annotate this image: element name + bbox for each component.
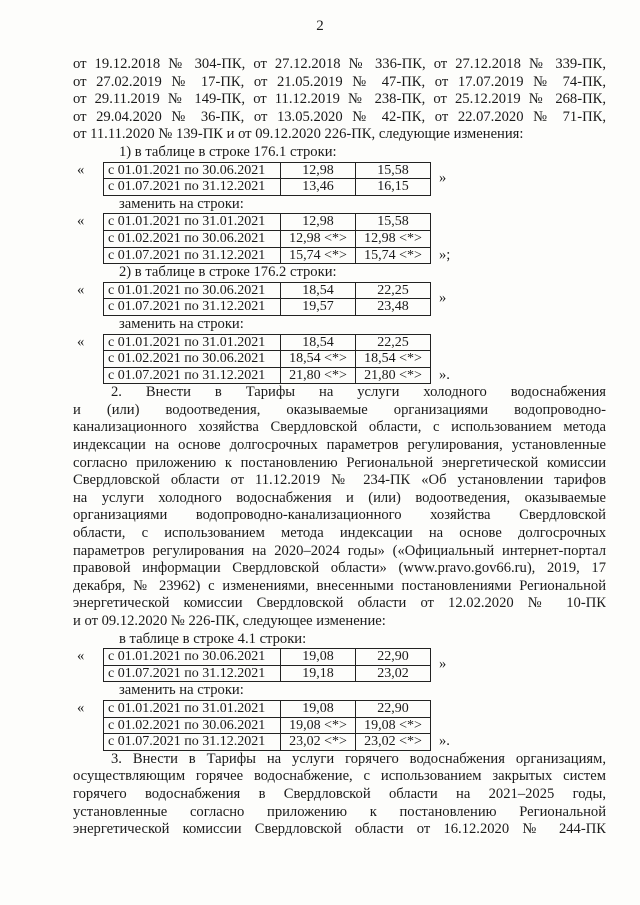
text-line: установленные согласно приложению к постановлению Региональной xyxy=(73,803,606,820)
text-line: от 27.02.2019 № 17-ПК, от 21.05.2019 № 47-ПК, от 17.07.2019 № 74-ПК, xyxy=(73,73,606,90)
text-line: области, с использованием метода индексации на основе долгосрочных xyxy=(73,525,606,542)
text-line: индексации на основе долгосрочных параметров регулирования, установленные xyxy=(73,437,606,454)
value-cell: 15,58 xyxy=(356,214,431,231)
section-heading: в таблице в строке 4.1 строки: xyxy=(119,630,307,647)
table-block xyxy=(73,334,606,385)
close-quote: » xyxy=(439,169,447,186)
text-line: параметров регулирования на 2020–2024 годы» («Официальный интернет-портал xyxy=(73,542,606,559)
value-cell: 22,25 xyxy=(356,282,431,299)
open-quote: « xyxy=(77,161,85,178)
value-cell: 18,54 <*> xyxy=(356,351,431,368)
value-cell: 15,74 <*> xyxy=(356,247,431,264)
tariff-table xyxy=(103,282,431,316)
text-line: 2. Внести в Тарифы на услуги холодного водоснабжения xyxy=(111,384,606,401)
value-cell: 12,98 xyxy=(281,214,356,231)
open-quote: « xyxy=(77,333,85,350)
value-cell: 23,02 <*> xyxy=(281,734,356,751)
period-cell: с 01.02.2021 по 30.06.2021 xyxy=(104,230,281,247)
value-cell: 23,02 <*> xyxy=(356,734,431,751)
table-row xyxy=(104,649,431,666)
value-cell: 19,08 xyxy=(281,649,356,666)
text-line: и от 09.12.2020 № 226-ПК, следующее изменение: xyxy=(73,613,386,629)
table-row xyxy=(104,214,431,231)
period-cell: с 01.07.2021 по 31.12.2021 xyxy=(104,299,281,316)
text-line: канализационного хозяйства Свердловской области, с использованием метода xyxy=(73,419,606,436)
period-cell: с 01.07.2021 по 31.12.2021 xyxy=(104,247,281,264)
value-cell: 13,46 xyxy=(281,179,356,196)
table-row xyxy=(104,247,431,264)
value-cell: 19,08 <*> xyxy=(281,717,356,734)
table-row xyxy=(104,230,431,247)
value-cell: 16,15 xyxy=(356,179,431,196)
table-row xyxy=(104,282,431,299)
text-line: и (или) водоотведения, оказываемые организациями водопроводно- xyxy=(73,401,606,418)
table-row xyxy=(104,351,431,368)
value-cell: 15,58 xyxy=(356,162,431,179)
tariff-table xyxy=(103,213,431,264)
text-line: от 29.11.2019 № 149-ПК, от 11.12.2019 № 238-ПК, от 25.12.2019 № 268-ПК, xyxy=(73,91,606,108)
value-cell: 19,57 xyxy=(281,299,356,316)
paragraph-3 xyxy=(73,751,606,839)
value-cell: 18,54 xyxy=(281,282,356,299)
section-heading: 1) в таблице в строке 176.1 строки: xyxy=(119,143,337,160)
table-row xyxy=(104,162,431,179)
close-quote: ». xyxy=(439,733,450,750)
value-cell: 12,98 xyxy=(281,162,356,179)
value-cell: 23,48 xyxy=(356,299,431,316)
value-cell: 18,54 xyxy=(281,334,356,351)
table-block xyxy=(73,213,606,264)
table-block xyxy=(73,648,606,682)
value-cell: 18,54 <*> xyxy=(281,351,356,368)
table-row xyxy=(104,179,431,196)
table-row xyxy=(104,665,431,682)
value-cell: 19,08 <*> xyxy=(356,717,431,734)
value-cell: 19,08 xyxy=(281,700,356,717)
table-block xyxy=(73,162,606,196)
text-line: от 11.11.2020 № 139-ПК и от 09.12.2020 226-ПК, следующие изменения: xyxy=(73,126,524,143)
period-cell: с 01.01.2021 по 31.01.2021 xyxy=(104,334,281,351)
text-line: 3. Внести в Тарифы на услуги горячего водоснабжения организациям, xyxy=(111,750,606,767)
value-cell: 12,98 <*> xyxy=(356,230,431,247)
text-line: на услуги холодного водоснабжения и (или) водоотведения, оказываемые xyxy=(73,489,606,506)
paragraph-2 xyxy=(73,384,606,630)
text-line: от 19.12.2018 № 304-ПК, от 27.12.2018 № 336-ПК, от 27.12.2018 № 339-ПК, xyxy=(73,56,606,72)
table-row xyxy=(104,700,431,717)
period-cell: с 01.02.2021 по 30.06.2021 xyxy=(104,351,281,368)
period-cell: с 01.01.2021 по 30.06.2021 xyxy=(104,282,281,299)
tariff-table xyxy=(103,648,431,682)
period-cell: с 01.07.2021 по 31.12.2021 xyxy=(104,665,281,682)
period-cell: с 01.01.2021 по 31.01.2021 xyxy=(104,700,281,717)
table-row xyxy=(104,299,431,316)
replace-label: заменить на строки: xyxy=(119,682,244,699)
value-cell: 21,80 <*> xyxy=(281,367,356,384)
table-row xyxy=(104,734,431,751)
open-quote: « xyxy=(77,281,85,298)
replace-label: заменить на строки: xyxy=(119,315,244,332)
value-cell: 21,80 <*> xyxy=(356,367,431,384)
text-line: энергетической комиссии Свердловской области от 12.02.2020 № 10-ПК xyxy=(73,595,606,612)
text-line: Свердловской области от 11.12.2019 № 234-ПК «Об установлении тарифов xyxy=(73,472,606,489)
table-row xyxy=(104,334,431,351)
value-cell: 22,25 xyxy=(356,334,431,351)
close-quote: » xyxy=(439,290,447,307)
close-quote: ». xyxy=(439,366,450,383)
text-line: правовой информации Свердловской области» (www.pravo.gov66.ru), 2019, 17 xyxy=(73,560,606,577)
tariff-table xyxy=(103,162,431,196)
period-cell: с 01.07.2021 по 31.12.2021 xyxy=(104,179,281,196)
text-line: осуществляющим горячее водоснабжение, с использованием закрытых систем xyxy=(73,768,606,785)
open-quote: « xyxy=(77,213,85,230)
table-block xyxy=(73,282,606,316)
value-cell: 23,02 xyxy=(356,665,431,682)
tariff-table xyxy=(103,334,431,385)
page-number: 2 xyxy=(316,18,324,34)
value-cell: 19,18 xyxy=(281,665,356,682)
replace-label: заменить на строки: xyxy=(119,195,244,212)
section-heading: 2) в таблице в строке 176.2 строки: xyxy=(119,264,337,281)
text-line: энергетической комиссии Свердловской области от 16.12.2020 № 244-ПК xyxy=(73,821,606,838)
close-quote: » xyxy=(439,656,447,673)
value-cell: 12,98 <*> xyxy=(281,230,356,247)
period-cell: с 01.07.2021 по 31.12.2021 xyxy=(104,367,281,384)
text-line: организациями водопроводно-канализационного хозяйства Свердловской xyxy=(73,507,606,524)
period-cell: с 01.01.2021 по 30.06.2021 xyxy=(104,162,281,179)
value-cell: 22,90 xyxy=(356,649,431,666)
period-cell: с 01.07.2021 по 31.12.2021 xyxy=(104,734,281,751)
table-block xyxy=(73,700,606,751)
period-cell: с 01.01.2021 по 30.06.2021 xyxy=(104,649,281,666)
document-body xyxy=(73,56,606,839)
text-line: согласно приложению к постановлению Региональной энергетической комиссии xyxy=(73,454,606,471)
tariff-table xyxy=(103,700,431,751)
value-cell: 15,74 <*> xyxy=(281,247,356,264)
table-row xyxy=(104,367,431,384)
close-quote: »; xyxy=(439,246,451,263)
open-quote: « xyxy=(77,699,85,716)
text-line: от 29.04.2020 № 36-ПК, от 13.05.2020 № 42-ПК, от 22.07.2020 № 71-ПК, xyxy=(73,108,606,125)
text-line: декабря, № 23962) с изменениями, внесенными постановлениями Региональной xyxy=(73,577,606,594)
open-quote: « xyxy=(77,648,85,665)
value-cell: 22,90 xyxy=(356,700,431,717)
period-cell: с 01.02.2021 по 30.06.2021 xyxy=(104,717,281,734)
intro-paragraph xyxy=(73,56,606,144)
text-line: горячего водоснабжения в Свердловской области на 2021–2025 годы, xyxy=(73,785,606,802)
table-row xyxy=(104,717,431,734)
period-cell: с 01.01.2021 по 31.01.2021 xyxy=(104,214,281,231)
